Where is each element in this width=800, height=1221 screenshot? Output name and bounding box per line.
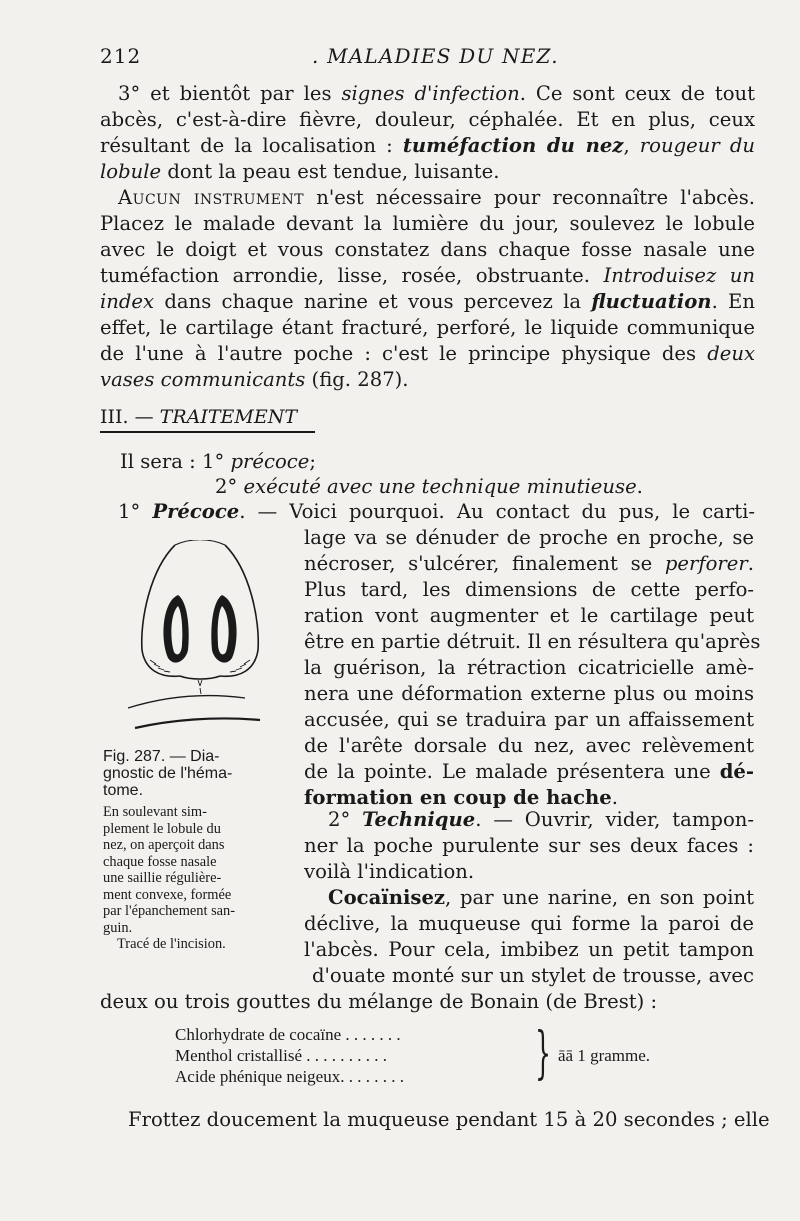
para2-line3: avec le doigt et vous constatez dans chaque fosse nasale une: [100, 238, 755, 261]
technique-line3: voilà l'indication.: [304, 860, 475, 883]
treatment-line2: 2° exécuté avec une technique minutieuse.: [215, 475, 643, 498]
precoce-line4: Plus tard, les dimensions de cette perfo-: [304, 578, 754, 601]
para2-line5: index dans chaque narine et vous percevez la fluctuation. En: [100, 290, 755, 313]
precoce-line12: formation en coup de hache.: [304, 786, 618, 809]
nose-figure: [120, 540, 300, 740]
page-header: [100, 44, 760, 72]
precoce-line8: nera une déformation externe plus ou moins: [304, 682, 754, 705]
para1-line3: résultant de la localisation : tuméfaction du nez, rougeur du: [100, 134, 755, 157]
para2-line4: tuméfaction arrondie, lisse, rosée, obstruante. Introduisez un: [100, 264, 756, 287]
para2-line7: de l'une à l'autre poche : c'est le principe physique des deux: [100, 342, 755, 365]
para2-line8: vases communicants (fig. 287).: [100, 368, 409, 391]
section-rule: [100, 431, 315, 433]
precoce-line7: la guérison, la rétraction cicatricielle amè-: [304, 656, 754, 679]
technique-line4: Cocaïnisez, par une narine, en son point: [328, 886, 754, 909]
technique-line8: deux ou trois gouttes du mélange de Bonain (de Brest) :: [100, 990, 658, 1013]
formula-item-1: Chlorhydrate de cocaïne . . . . . . .: [175, 1025, 401, 1044]
figure-caption: Fig. 287. — Dia- gnostic de l'héma- tome.: [103, 748, 233, 799]
formula-item-2: Menthol cristallisé . . . . . . . . . .: [175, 1046, 388, 1065]
precoce-line6: être en partie détruit. Il en résultera qu'après: [304, 630, 761, 653]
treatment-line1: Il sera : 1° précoce;: [120, 450, 316, 473]
technique-line7: d'ouate monté sur un stylet de trousse, avec: [312, 964, 754, 987]
last-line: Frottez doucement la muqueuse pendant 15 à 20 secondes ; elle: [128, 1108, 770, 1131]
precoce-line10: de l'arête dorsale du nez, avec relèvement: [304, 734, 754, 757]
precoce-line5: ration vont augmenter et le cartilage peut: [304, 604, 754, 627]
formula-item-3: Acide phénique neigeux. . . . . . . .: [175, 1067, 404, 1086]
technique-line2: ner la poche purulente sur ses deux faces :: [304, 834, 754, 857]
technique-line1: 2° Technique. — Ouvrir, vider, tampon-: [328, 808, 754, 831]
running-title: . MALADIES DU NEZ.: [312, 44, 559, 68]
formula-dose: āā 1 gramme.: [558, 1046, 651, 1065]
para1-line4: lobule dont la peau est tendue, luisante.: [100, 160, 500, 183]
para2-line2: Placez le malade devant la lumière du jour, soulevez le lobule: [100, 212, 755, 235]
precoce-line1: 1° Précoce. — Voici pourquoi. Au contact du pus, le carti-: [118, 500, 755, 523]
para2-line6: effet, le cartilage étant fracturé, perforé, le liquide communique: [100, 316, 755, 339]
precoce-line3: nécroser, s'ulcérer, finalement se perforer.: [304, 552, 754, 575]
precoce-line2: lage va se dénuder de proche en proche, se: [304, 526, 754, 549]
page-number: 212: [100, 44, 142, 68]
precoce-line9: accusée, qui se traduira par un affaissement: [304, 708, 754, 731]
formula-brace: }: [535, 1021, 552, 1086]
para2-line1: Aucun instrument n'est nécessaire pour reconnaître l'abcès.: [118, 186, 755, 209]
section-heading: III. — TRAITEMENT: [100, 406, 298, 428]
technique-line5: déclive, la muqueuse qui forme la paroi de: [304, 912, 754, 935]
technique-line6: l'abcès. Pour cela, imbibez un petit tampon: [304, 938, 754, 961]
precoce-line11: de la pointe. Le malade présentera une dé-: [304, 760, 754, 783]
para1-line1: 3° et bientôt par les signes d'infection. Ce sont ceux de tout: [118, 82, 756, 105]
figure-description: En soulevant sim- plement le lobule du nez, on aperçoit dans chaque fosse nasale une saillie régulière- ment convexe, formée par l'épanchement san- guin. Tracé de l'incision.: [103, 804, 236, 952]
para1-line2: abcès, c'est-à-dire fièvre, douleur, céphalée. Et en plus, ceux: [100, 108, 755, 131]
nose-diagram: [120, 540, 300, 740]
